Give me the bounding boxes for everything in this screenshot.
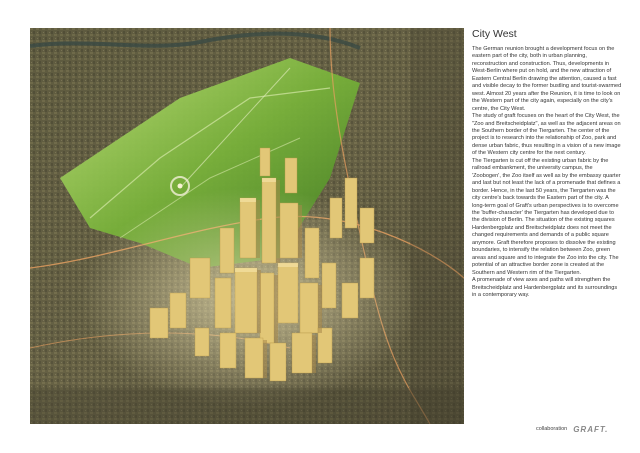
graft-logo: GRAFT. [573, 424, 609, 434]
article-title: City West [472, 28, 517, 40]
article-body: The German reunion brought a development focus on the eastern part of the city, both in urban planning, reconstruction and construction. Thus, developments in West-Berlin where put on hold, and the new attraction of Eastern Central Berlin drawing the attention, caused a fast and visible decay to the former bustling and tourist-swarmed west. Almost 20 years after the Reunion, it is time to look on the Western part of the city again, especially on the city's centre, the City West. The study of graft focuses on the heart of the City West, the "Zoo and Breitscheidplatz", as well as the adjacent areas on the Southern border of the Tiergarten. The center of the project is to research into the relationship of Zoo, park and dense urban fabric, thus resulting in a vision of a new image of the Western city centre for the next century. The Tiergarten is cut off the existing urban fabric by the railroad embankment, the university campus, the 'Zoobogen', the Zoo itself as well as by the embassy quarter and last but not least the lack of a promenade that defines a border. Hence, in the last 50 years, the Tiergarten was the city centre's back towards the Eastern part of the city. A long-term goal of Graft's urban perspectives is to overcome the 'buffer-character' the Tiergarten has developed due to the division of Berlin. The situation of the existing squares Hardenbergplatz and Breitscheidplatz does not meet the changed requirements and demands of a public square anymore. Graft therefore proposes to dissolve the existing boundaries, to intensify the relation between Zoo, green areas and square and to integrate the Zoo into the city. The potential of an attractive border zone is created at the Southern and Western rim of the Tiergarten. A promenade of view axes and paths will strengthen the Breitscheidplatz and Hardenbergplatz and its surroundings in a contemporary way. [472, 46, 622, 298]
footer [536, 424, 608, 434]
article-column [472, 28, 622, 408]
aerial-city-image [30, 28, 464, 424]
aerial-city-rendering [30, 28, 464, 424]
collaboration-label: collaboration [536, 426, 568, 432]
